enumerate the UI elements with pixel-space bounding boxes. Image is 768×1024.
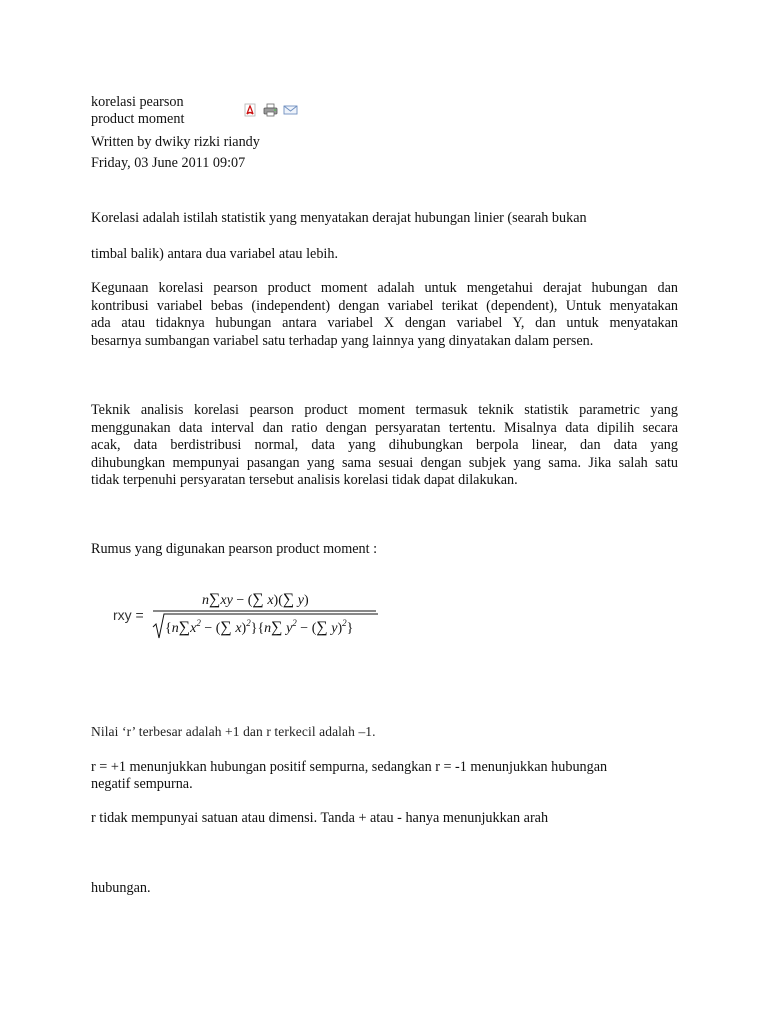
r-explanation-line-1: r = +1 menunjukkan hubungan positif sempurna, sedangkan r = -1 menunjukkan hubungan: [91, 759, 608, 775]
paragraph-3-line: Teknik analisis korelasi pearson product moment termasuk teknik statistik parametric yang: [91, 402, 678, 418]
paragraph-3-line: dihubungkan mempunyai pasangan yang sama sesuai dengan subjek yang sama. Jika salah satu: [91, 454, 678, 471]
print-icon[interactable]: [263, 103, 277, 117]
formula-numerator: n∑xy − (∑ x)(∑ y): [202, 591, 309, 608]
r-dimension-statement: r tidak mempunyai satuan atau dimensi. Tanda + atau - hanya menunjukkan arah: [91, 810, 549, 826]
pdf-icon[interactable]: [243, 103, 257, 117]
article-author: Written by dwiky rizki riandy: [91, 134, 260, 150]
hubungan-word: hubungan.: [91, 880, 151, 896]
formula-label: rxy =: [113, 607, 144, 623]
article-date: Friday, 03 June 2011 09:07: [91, 155, 246, 171]
article-action-icons: [243, 102, 297, 118]
paragraph-3: [91, 402, 678, 490]
paragraph-2-line: ada atau tidaknya hubungan antara variabel X dengan variabel Y, dan untuk menyatakan: [91, 315, 678, 331]
paragraph-3-line: menggunakan data interval dan ratio dengan persyaratan tertentu. Misalnya data dipilih secara: [91, 419, 678, 436]
paragraph-2: [91, 280, 678, 350]
paragraph-2-line: Kegunaan korelasi pearson product moment adalah untuk mengetahui derajat hubungan dan: [91, 280, 678, 296]
paragraph-2-line: besarnya sumbangan variabel satu terhadap yang lainnya yang dinyatakan dalam persen.: [91, 332, 594, 349]
formula-intro: Rumus yang digunakan pearson product moment :: [91, 541, 378, 557]
paragraph-3-line: tidak terpenuhi persyaratan tersebut analisis korelasi tidak dapat dilakukan.: [91, 472, 518, 488]
email-icon[interactable]: [283, 103, 297, 117]
article-title-line-2: product moment: [91, 111, 185, 127]
paragraph-3-line: acak, data berdistribusi normal, data yang dihubungkan berpola linear, dan data yang: [91, 437, 678, 453]
nilai-r-statement: Nilai ‘r’ terbesar adalah +1 dan r terkecil adalah –1.: [91, 724, 376, 739]
paragraph-1-line-1: Korelasi adalah istilah statistik yang menyatakan derajat hubungan linier (searah bukan: [91, 210, 587, 226]
r-explanation-line-2: negatif sempurna.: [91, 776, 193, 792]
paragraph-1-line-2: timbal balik) antara dua variabel atau lebih.: [91, 246, 338, 262]
formula-denominator: {$n\sum x^2$ − (∑ x)$^2$}{n∑ $y^2$ − (∑ y)$^2$}: [165, 618, 354, 636]
pearson-formula: [150, 586, 380, 644]
article-title-line-1: korelasi pearson: [91, 94, 184, 110]
paragraph-2-line: kontribusi variabel bebas (independent) dengan variabel terikat (dependent), Untuk menyatakan: [91, 297, 678, 314]
